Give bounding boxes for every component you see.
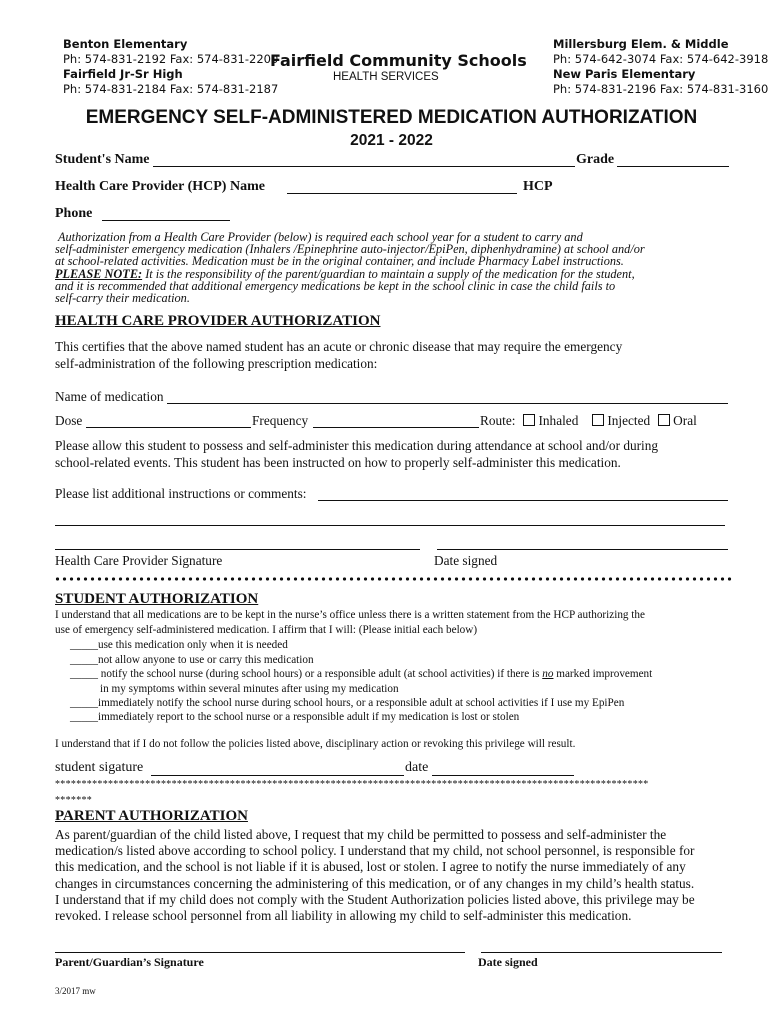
grade-field[interactable]	[617, 166, 729, 167]
hcp-label: HCP	[523, 179, 553, 194]
star-divider-1: ****************************************************************************************************************	[55, 779, 649, 790]
student-item3-no: no	[542, 668, 554, 680]
student-item3-b: marked improvement	[553, 668, 653, 680]
parent-line3: this medication, and the school is not liable if it is abused, lost or stolen. I agree to notify the nurse immediately of any	[55, 859, 686, 874]
additional-instructions-field-2[interactable]	[55, 525, 725, 526]
allow-line1: Please allow this student to possess and self-administer this medication during attendance at school and/or during	[55, 438, 659, 453]
parent-date-field[interactable]	[481, 952, 722, 953]
parent-signature-field[interactable]	[55, 952, 465, 953]
student-signature-field[interactable]	[151, 775, 404, 776]
dose-label: Dose	[55, 413, 83, 428]
header-right-school2: New Paris Elementary	[553, 67, 696, 81]
header-left-phone1: Ph: 574-831-2192 Fax: 574-831-2200	[63, 52, 279, 66]
additional-instructions-field[interactable]	[318, 500, 728, 501]
intro-line5: and it is recommended that additional emergency medications be kept in the school clinic in case the child fails to	[55, 279, 616, 293]
header-right-phone2: Ph: 574-831-2196 Fax: 574-831-3160	[553, 82, 769, 96]
parent-line2: medication/s listed above according to school policy. I understand that my child, not school personnel, is responsible for	[55, 843, 695, 858]
student-item3-c: in my symptoms within several minutes after using my medication	[100, 683, 399, 695]
header-title: Fairfield Community Schools	[270, 51, 527, 70]
student-section-heading: STUDENT AUTHORIZATION	[55, 591, 259, 607]
parent-line6: revoked. I release school personnel from all liability in allowing my child to self-administer this medication.	[55, 908, 632, 923]
intro-line6: self-carry their medication.	[55, 291, 190, 305]
student-item1: _____use this medication only when it is needed	[70, 639, 288, 651]
student-date-label: date	[405, 760, 429, 775]
header-left-phone2: Ph: 574-831-2184 Fax: 574-831-2187	[63, 82, 279, 96]
student-p2: use of emergency self-administered medication. I affirm that I will: (Please initial each below)	[55, 624, 478, 636]
hcp-name-field[interactable]	[287, 193, 517, 194]
intro-line2: self-administer emergency medication (Inhalers /Epinephrine auto-injector/EpiPen, diphenhydramine) at school and/or	[55, 242, 645, 256]
student-item3	[70, 668, 652, 680]
hcp-signature-label: Health Care Provider Signature	[55, 553, 223, 568]
parent-line5: I understand that if my child does not comply with the Student Authorization policies listed above, this privilege may be	[55, 892, 695, 907]
additional-instructions-label: Please list additional instructions or comments:	[55, 486, 307, 501]
allow-line2: school-related events. This student has been instructed on how to properly self-administer this medication.	[55, 455, 621, 470]
star-divider-2: *******	[55, 795, 93, 806]
route-oral-label: Oral	[673, 413, 697, 428]
dose-field[interactable]	[86, 427, 251, 428]
intro-line4-text: It is the responsibility of the parent/guardian to maintain a supply of the medication for the student,	[142, 267, 635, 281]
please-note-label: PLEASE NOTE:	[55, 267, 143, 281]
hcp-certify-line2: self-administration of the following prescription medication:	[55, 356, 378, 371]
intro-line1: Authorization from a Health Care Provider (below) is required each school year for a student to carry and	[58, 230, 583, 244]
student-date-field[interactable]	[432, 775, 574, 776]
dotted-divider	[54, 577, 734, 581]
route-label: Route:	[480, 413, 516, 428]
student-name-field[interactable]	[153, 166, 575, 167]
parent-signature-label: Parent/Guardian’s Signature	[55, 955, 204, 969]
school-year: 2021 - 2022	[350, 132, 433, 149]
header-right-phone1: Ph: 574-642-3074 Fax: 574-642-3918	[553, 52, 769, 66]
student-item4: _____immediately notify the school nurse during school hours, or a responsible adult at school activities if I use my EpiPen	[70, 697, 625, 709]
route-injected-label: Injected	[607, 413, 651, 428]
header-left-school1: Benton Elementary	[63, 37, 188, 51]
intro-line3: at school-related activities. Medication must be in the original container, and include Pharmacy Label instructions.	[55, 254, 624, 268]
parent-line4: changes in circumstances concerning the administering of this medication, or of any changes in my child’s health status.	[55, 876, 695, 891]
student-name-label: Student's Name	[55, 152, 150, 167]
medication-name-label: Name of medication	[55, 389, 164, 404]
route-injected-checkbox[interactable]	[592, 414, 604, 426]
hcp-name-label: Health Care Provider (HCP) Name	[55, 179, 265, 194]
frequency-label: Frequency	[252, 413, 309, 428]
parent-section-heading: PARENT AUTHORIZATION	[55, 808, 248, 824]
student-policy: I understand that if I do not follow the policies listed above, disciplinary action or revoking this privilege will result.	[55, 738, 576, 750]
student-p1: I understand that all medications are to be kept in the nurse’s office unless there is a written statement from the HCP authorizing the	[55, 609, 645, 621]
parent-line1: As parent/guardian of the child listed above, I request that my child be permitted to possess and self-administer the	[55, 827, 667, 842]
phone-field[interactable]	[102, 220, 230, 221]
route-group	[480, 413, 697, 429]
route-inhaled-checkbox[interactable]	[523, 414, 535, 426]
student-signature-label: student sigature	[55, 760, 144, 775]
route-inhaled-label: Inhaled	[538, 413, 579, 428]
route-oral-checkbox[interactable]	[658, 414, 670, 426]
header-left-school2: Fairfield Jr-Sr High	[63, 67, 183, 81]
hcp-certify-line1: This certifies that the above named student has an acute or chronic disease that may require the emergency	[55, 339, 623, 354]
student-item5: _____immediately report to the school nurse or a responsible adult if my medication is lost or stolen	[70, 711, 520, 723]
student-item3-a: _____ notify the school nurse (during school hours) or a responsible adult (at school activities) if there is	[70, 668, 543, 680]
form-title: EMERGENCY SELF-ADMINISTERED MEDICATION AUTHORIZATION	[85, 107, 698, 128]
hcp-date-label: Date signed	[434, 553, 498, 568]
footer-revision: 3/2017 mw	[55, 986, 96, 996]
medication-name-field[interactable]	[167, 403, 728, 404]
student-item2: _____not allow anyone to use or carry this medication	[70, 654, 314, 666]
parent-date-label: Date signed	[478, 955, 538, 969]
hcp-date-field[interactable]	[437, 549, 728, 550]
hcp-signature-field[interactable]	[55, 549, 420, 550]
header-subtitle: HEALTH SERVICES	[333, 71, 439, 83]
grade-label: Grade	[576, 152, 615, 167]
hcp-section-heading: HEALTH CARE PROVIDER AUTHORIZATION	[55, 313, 381, 329]
phone-label: Phone	[55, 206, 93, 221]
header-right-school1: Millersburg Elem. & Middle	[553, 37, 729, 51]
frequency-field[interactable]	[313, 427, 479, 428]
